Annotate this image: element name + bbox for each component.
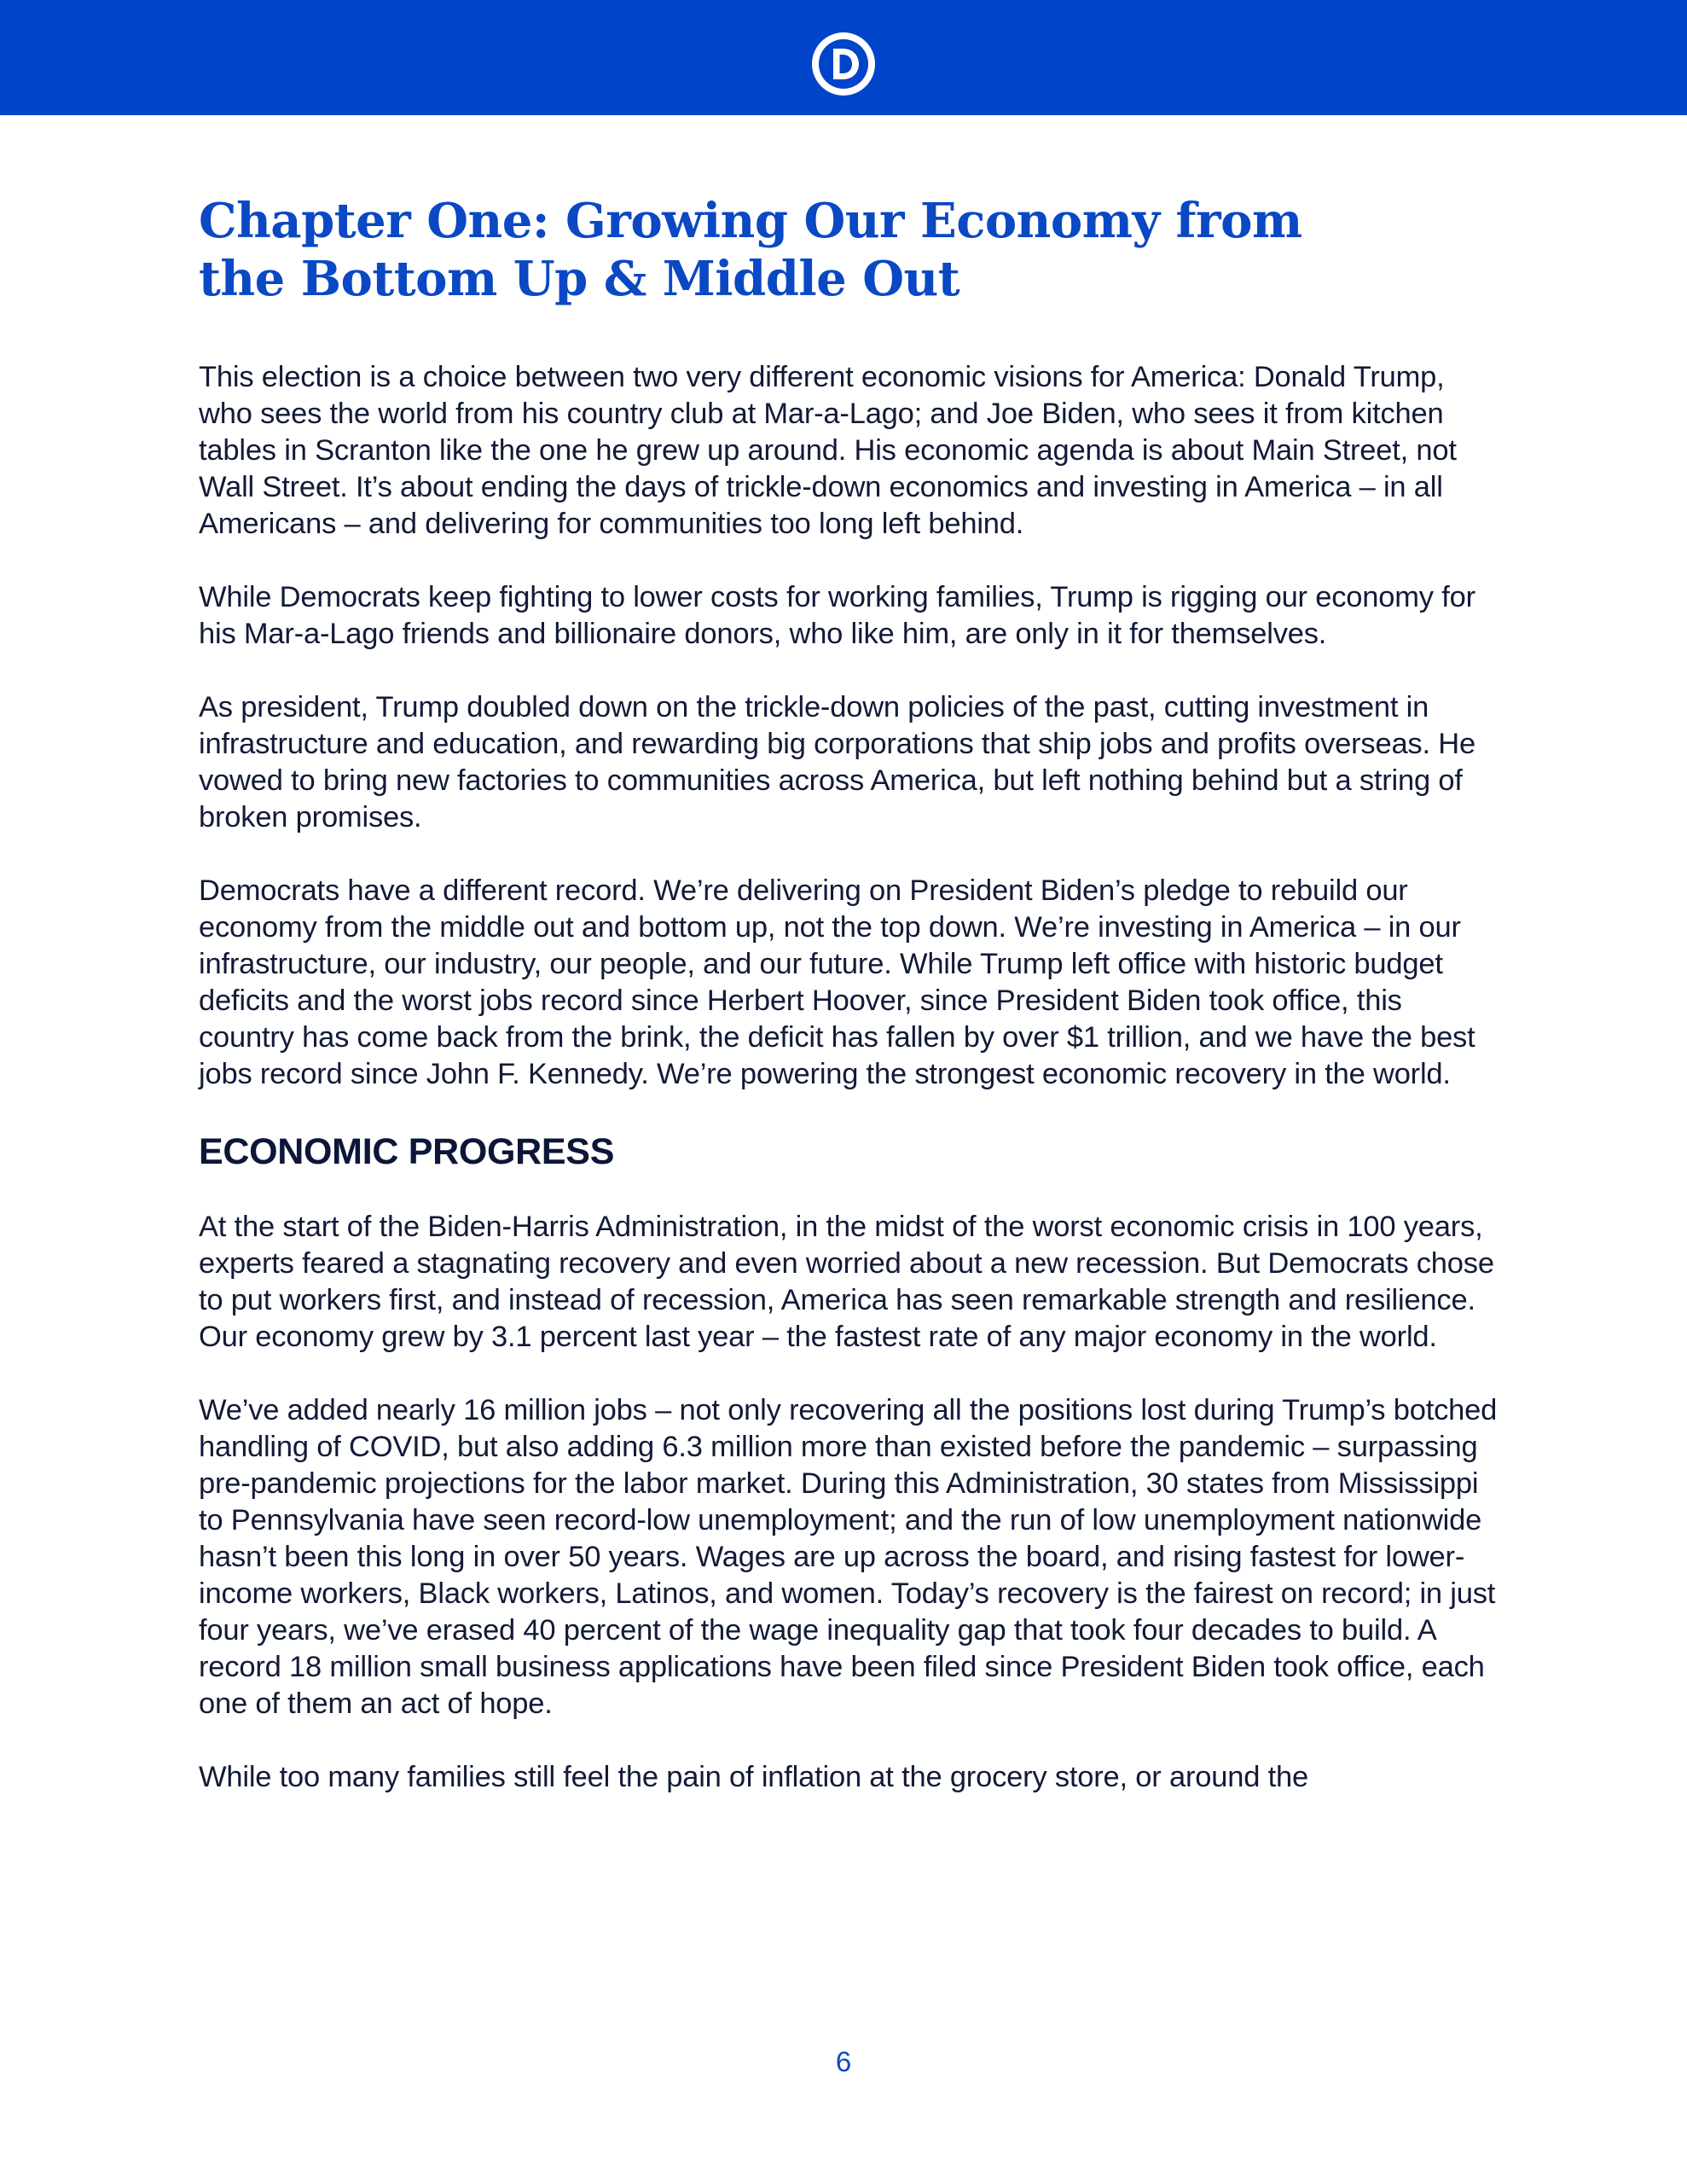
page-content <box>199 192 1504 1833</box>
body-paragraph: Democrats have a different record. We’re delivering on President Biden’s pledge to rebuild our economy from the middle out and bottom up, not the top down. We’re investing in America – in our infrastructure, our industry, our people, and our future. While Trump left office with historic budget deficits and the worst jobs record since Herbert Hoover, since President Biden took office, this country has come back from the brink, the deficit has fallen by over $1 trillion, and we have the best jobs record since John F. Kennedy. We’re powering the strongest economic recovery in the world. <box>199 874 1475 1090</box>
page-number: 6 <box>835 2046 852 2077</box>
body-paragraph: As president, Trump doubled down on the trickle-down policies of the past, cutting investment in infrastructure and education, and rewarding big corporations that ship jobs and profits overseas. He vowed to bring new factories to communities across America, but left nothing behind but a string of broken promises. <box>199 691 1475 834</box>
header-bar <box>0 0 1687 115</box>
body-paragraph: While Democrats keep fighting to lower costs for working families, Trump is rigging our economy for his Mar-a-Lago friends and billionaire donors, who like him, are only in it for themselves. <box>199 581 1475 650</box>
section-paragraph: At the start of the Biden-Harris Administration, in the midst of the worst economic crisis in 100 years, experts feared a stagnating recovery and even worried about a new recession. But Democrats chose to put workers first, and instead of recession, America has seen remarkable strength and resilience. Our economy grew by 3.1 percent last year – the fastest rate of any major economy in the world. <box>199 1211 1494 1353</box>
body-paragraph: This election is a choice between two very different economic visions for America: Donald Trump, who sees the world from his country club at Mar-a-Lago; and Joe Biden, who sees it from kitchen tables in Scranton like the one he grew up around. His economic agenda is about Main Street, not Wall Street. It’s about ending the days of trickle-down economics and investing in America – in all Americans – and delivering for communities too long left behind. <box>199 361 1457 540</box>
section-paragraph: While too many families still feel the pain of inflation at the grocery store, or around the <box>199 1761 1308 1793</box>
section-heading: ECONOMIC PROGRESS <box>199 1131 615 1172</box>
democratic-party-d-logo-icon <box>810 31 877 97</box>
chapter-title: Chapter One: Growing Our Economy from the Bottom Up & Middle Out <box>199 193 1302 307</box>
section-paragraph: We’ve added nearly 16 million jobs – not only recovering all the positions lost during Trump’s botched handling of COVID, but also adding 6.3 million more than existed before the pandemic – surpassing pre-pandemic projections for the labor market. During this Administration, 30 states from Mississippi to Pennsylvania have seen record-low unemployment; and the run of low unemployment nationwide hasn’t been this long in over 50 years. Wages are up across the board, and rising fastest for lower-income workers, Black workers, Latinos, and women. Today’s recovery is the fairest on record; in just four years, we’ve erased 40 percent of the wage inequality gap that took four decades to build. A record 18 million small business applications have been filed since President Biden took office, each one of them an act of hope. <box>199 1394 1498 1720</box>
